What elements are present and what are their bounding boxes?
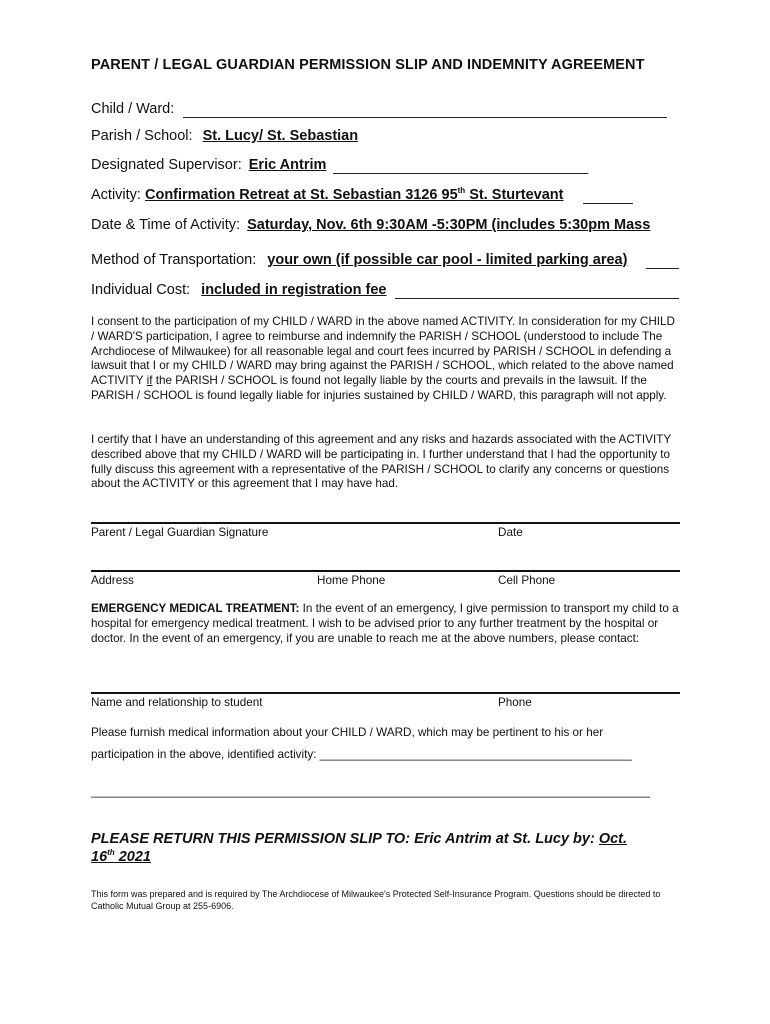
transport-label: Method of Transportation: [91, 252, 257, 268]
datetime-field [91, 217, 650, 233]
transport-field [91, 252, 627, 268]
supervisor-field [91, 157, 326, 173]
activity-label: Activity: [91, 187, 141, 203]
name-relationship-label: Name and relationship to student [91, 696, 263, 709]
child-ward-label: Child / Ward: [91, 101, 175, 117]
emergency-paragraph: EMERGENCY MEDICAL TREATMENT: In the event of an emergency, I give permission to transport my child to a hospital for emergency medical treatment. I wish to be advised prior to any further treatment by the hospital or doctor. In the event of an emergency, if you are unable to reach me at the above numbers, please contact: [91, 602, 679, 645]
parent-signature-label: Parent / Legal Guardian Signature [91, 526, 269, 539]
cost-value: included in registration fee [201, 282, 387, 298]
medical-info-line-2: participation in the above, identified activity: ________________________________________________ [91, 748, 632, 761]
parish-school-field [91, 128, 358, 144]
datetime-value: Saturday, Nov. 6th 9:30AM -5:30PM (includes 5:30pm Mass [247, 217, 651, 233]
return-instruction: PLEASE RETURN THIS PERMISSION SLIP TO: Eric Antrim at St. Lucy by: Oct. 16th 2021 [91, 831, 628, 865]
cost-label: Individual Cost: [91, 282, 191, 298]
cost-underline [395, 282, 679, 299]
parish-school-value: St. Lucy/ St. Sebastian [202, 128, 359, 144]
activity-value: Confirmation Retreat at St. Sebastian 3126 95th St. Sturtevant [144, 186, 564, 203]
supervisor-value: Eric Antrim [248, 157, 327, 173]
activity-underline [583, 187, 633, 204]
cell-phone-label: Cell Phone [498, 574, 556, 587]
medical-info-line-1: Please furnish medical information about your CHILD / WARD, which may be pertinent to his or her [91, 726, 604, 739]
consent-paragraph: I consent to the participation of my CHILD / WARD in the above named ACTIVITY. In consideration for my CHILD / WARD'S participation, I agree to reimburse and indemnify the PARISH / SCHOOL (understood to include The Archdiocese of Milwaukee) for all reasonable legal and court fees incurred by PARISH / SCHOOL in defending a lawsuit that I or my CHILD / WARD may bring against the PARISH / SCHOOL, which related to the above named ACTIVITY if the PARISH / SCHOOL is found not legally liable by the courts and prevails in the lawsuit. If the PARISH / SCHOOL is found legally liable for injuries sustained by CHILD / WARD, this paragraph will not apply. [91, 315, 675, 402]
home-phone-label: Home Phone [317, 574, 386, 587]
transport-value: your own (if possible car pool - limited parking area) [267, 252, 628, 268]
supervisor-underline [333, 157, 588, 174]
contact-phone-label: Phone [498, 696, 532, 709]
child-ward-underline [183, 101, 667, 118]
transport-underline [646, 252, 679, 269]
certify-paragraph: I certify that I have an understanding of this agreement and any risks and hazards associated with the ACTIVITY described above that my CHILD / WARD will be participating in. I further understand that I had the opportunity to fully discuss this agreement with a representative of the PARISH / SCHOOL to clarify any concerns or questions about the ACTIVITY or this agreement that I may have had. [91, 433, 671, 491]
activity-field [91, 187, 564, 203]
parish-school-label: Parish / School: [91, 128, 193, 144]
cost-field [91, 282, 386, 298]
supervisor-label: Designated Supervisor: [91, 157, 242, 173]
medical-info-line-3: ______________________________________________________________________________________ [91, 785, 651, 798]
document-title: PARENT / LEGAL GUARDIAN PERMISSION SLIP AND INDEMNITY AGREEMENT [91, 57, 645, 73]
parent-signature-line [91, 522, 680, 524]
address-label: Address [91, 574, 134, 587]
emergency-heading: EMERGENCY MEDICAL TREATMENT: [91, 602, 300, 615]
child-ward-field [91, 101, 174, 117]
footer-note: This form was prepared and is required by The Archdiocese of Milwaukee's Protected Self-Insurance Program. Questions should be directed to Catholic Mutual Group at 255-6906. [91, 889, 661, 911]
date-label: Date [498, 526, 523, 539]
datetime-label: Date & Time of Activity: [91, 217, 241, 233]
address-line [91, 570, 680, 572]
contact-line [91, 692, 680, 694]
